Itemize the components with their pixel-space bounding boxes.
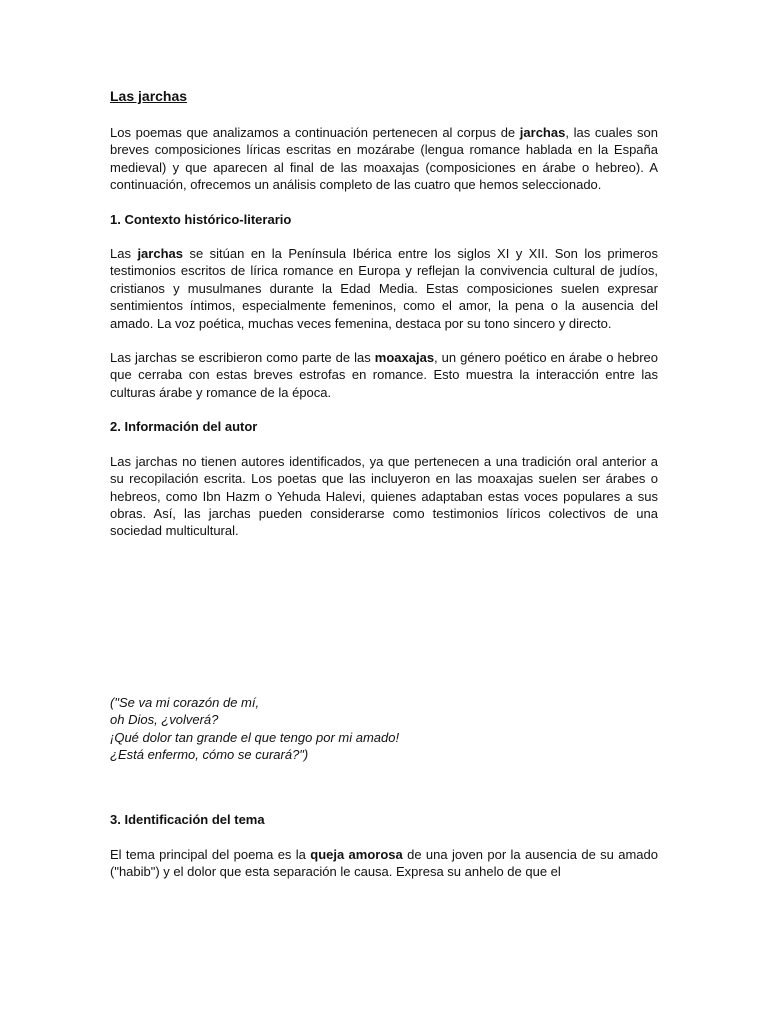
- context-text-1a: Las: [110, 246, 138, 262]
- poem-line: ("Se va mi corazón de mí,: [110, 694, 260, 710]
- author-paragraph: Las jarchas no tienen autores identificados, ya que pertenecen a una tradición oral anterior a su recopilación escrita. Los poetas que las incluyeron en las moaxajas suelen ser árabes o hebreos, como Ibn Hazm o Yehuda Halevi, quienes adaptaban estas voces populares a sus obras. Así, las jarchas pueden considerarse como testimonios líricos colectivos de una sociedad multicultural.: [110, 453, 658, 539]
- section-heading-theme: 3. Identificación del tema: [110, 812, 265, 828]
- context-text-1b: se sitúan en la Península Ibérica entre los siglos XI y XII. Son los primeros testimonios escritos de lírica romance en Europa y reflejan la convivencia cultural de judíos, cristianos y musulmanes durante la Edad Media. Estas composiciones suelen expresar sentimientos íntimos, especialmente femeninos, como el amor, la pena o la ausencia del amado. La voz poética, muchas veces femenina, destaca por su tono sincero y directo.: [110, 246, 658, 331]
- theme-text-2: de una joven por la ausencia de su amado ("habib") y el dolor que esta separación le causa. Expresa su anhelo de que el: [110, 846, 658, 880]
- context-bold-moaxajas: moaxajas: [374, 350, 435, 366]
- section-heading-author: 2. Información del autor: [110, 419, 258, 435]
- intro-text-1: Los poemas que analizamos a continuación pertenecen al corpus de: [110, 125, 520, 140]
- intro-bold-jarchas: jarchas: [519, 125, 566, 140]
- context-text-2a: Las jarchas se escribieron como parte de las: [110, 350, 375, 366]
- poem-line: ¿Está enfermo, cómo se curará?"): [110, 746, 309, 762]
- context-paragraph-2: [110, 349, 658, 401]
- document-page: [110, 86, 658, 898]
- document-title: Las jarchas: [110, 88, 188, 104]
- blank-space: [110, 557, 658, 694]
- context-bold-jarchas: jarchas: [137, 246, 183, 262]
- theme-text-1: El tema principal del poema es la: [110, 846, 311, 862]
- poem-line: ¡Qué dolor tan grande el que tengo por mi amado!: [110, 729, 400, 745]
- poem-quote: [110, 694, 658, 764]
- theme-bold-queja: queja amorosa: [310, 846, 403, 862]
- context-paragraph-1: [110, 245, 658, 332]
- intro-paragraph: [110, 124, 658, 194]
- theme-paragraph: [110, 846, 658, 881]
- poem-line: oh Dios, ¿volverá?: [110, 712, 219, 728]
- section-heading-context: 1. Contexto histórico-literario: [110, 211, 292, 227]
- context-text-2b: , un género poético en árabe o hebreo que cerraba con estas breves estrofas en romance. Esto muestra la interacción entre las culturas árabe y romance de la época.: [110, 350, 659, 400]
- blank-space-poem: [110, 763, 658, 811]
- intro-text-2: , las cuales son breves composiciones líricas escritas en mozárabe (lengua romance hablada en la España medieval) y que aparecen al final de las moaxajas (composiciones en árabe o hebreo). A continuación, ofrecemos un análisis completo de las cuatro que hemos seleccionado.: [110, 125, 658, 193]
